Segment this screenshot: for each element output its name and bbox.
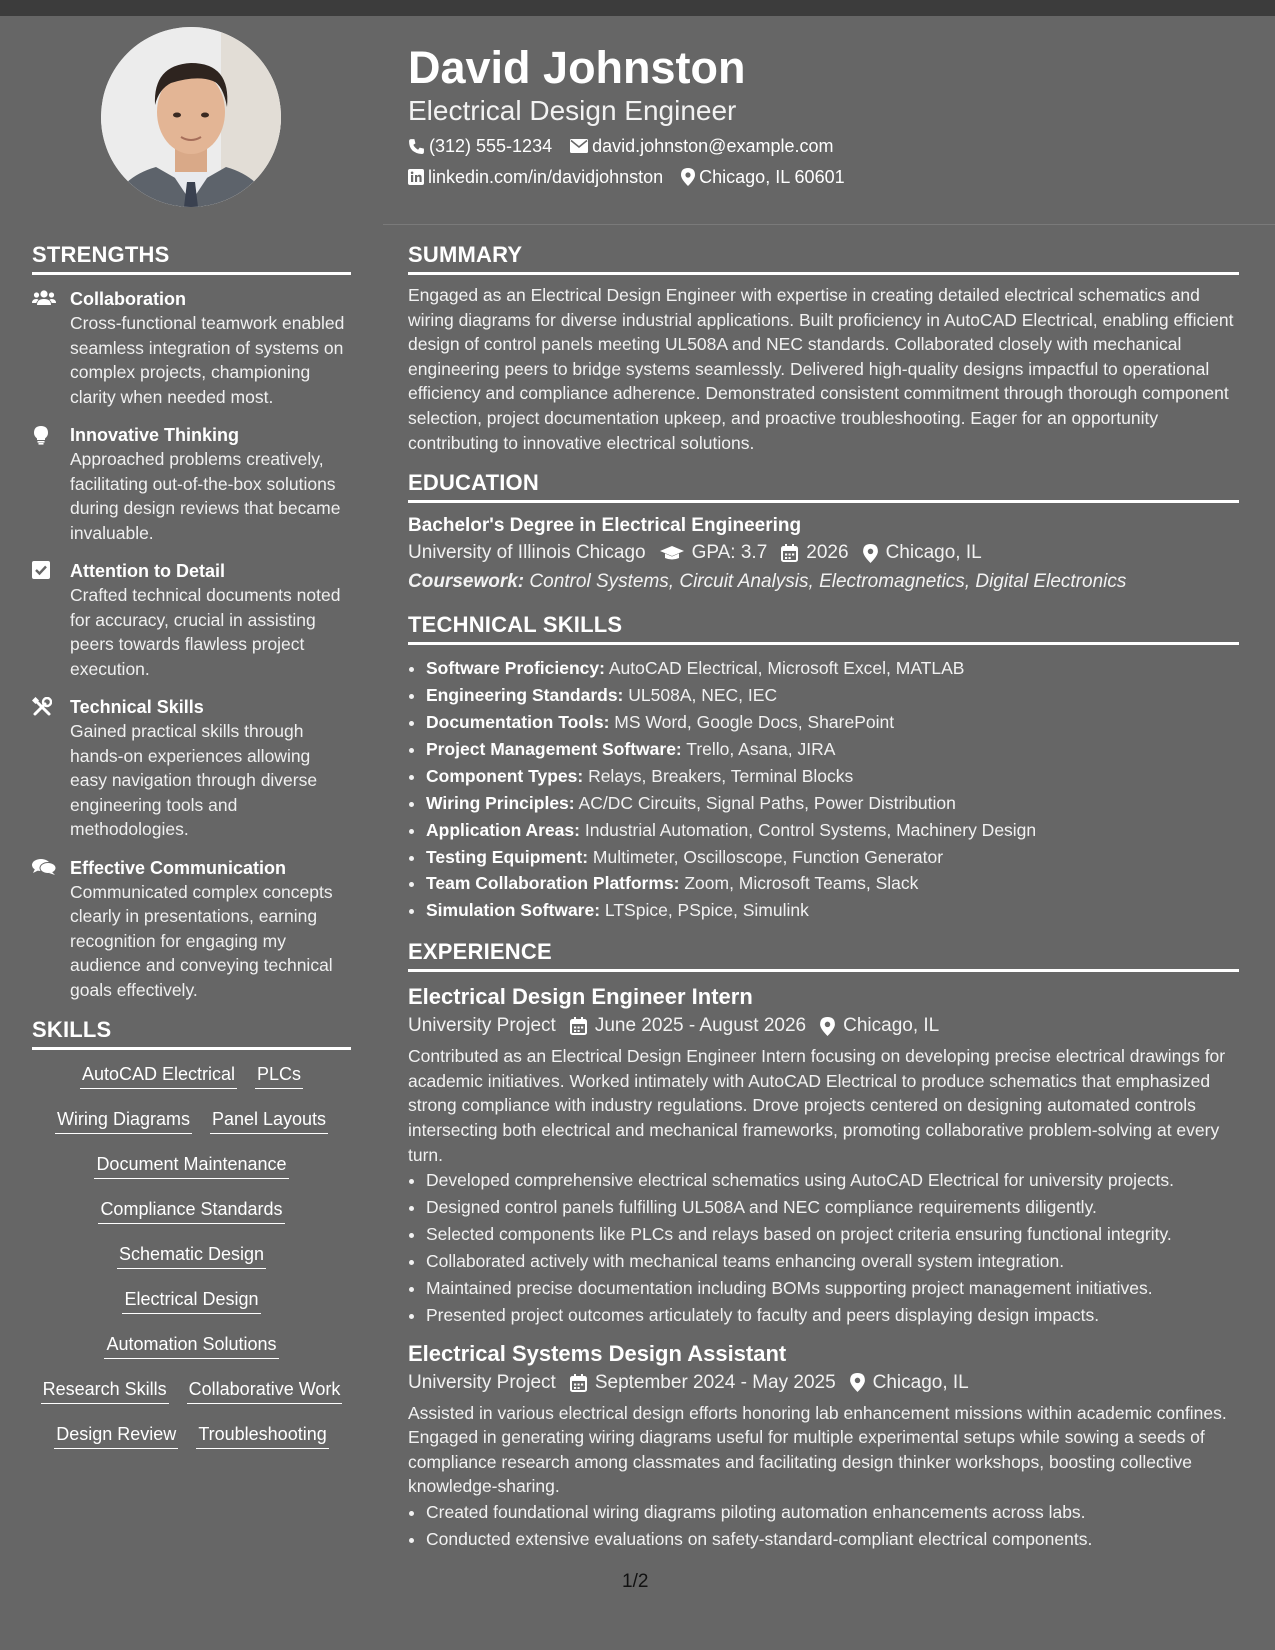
strength-item [32,423,351,545]
skill-tag: Design Review [54,1422,178,1449]
job-title: Electrical Design Engineer [408,95,737,126]
strength-item [32,695,351,842]
education-location: Chicago, IL [885,542,982,564]
phone-text: (312) 555-1234 [429,136,553,156]
job-bullets [408,1167,1239,1328]
job-meta [408,1012,1239,1040]
job-description: Contributed as an Electrical Design Engineer Intern focusing on developing precise electrical drawings for academic initiatives. Worked intimately with AutoCAD Electrical to produce schematics that emphasized strong compliance with industry regulations. Drove projects centered on designing automated controls intersecting both electrical and mechanical frameworks, promoting collaborative problem-solving at every turn. [408,1046,1226,1165]
map-pin-icon [850,1373,865,1392]
technical-skills-list [408,655,1239,924]
job-bullets [408,1499,1239,1553]
email-text: david.johnston@example.com [592,136,834,156]
technical-skills-rule [408,642,1239,645]
envelope-icon [570,139,588,153]
skill-tag: Automation Solutions [104,1332,278,1359]
job-org: University Project [408,1371,556,1393]
skill-tag: PLCs [255,1062,303,1089]
strength-title: Attention to Detail [70,561,225,581]
linkedin-icon [408,169,424,185]
email-contact[interactable] [570,134,833,158]
education-rule [408,500,1239,503]
calendar-icon [781,544,798,562]
map-pin-icon [681,168,695,186]
list-item: • Collaborated actively with mechanical teams enhancing overall system integration. [426,1248,1239,1275]
coursework-label: Coursework: [408,571,525,593]
list-item: • Designed control panels fulfilling UL508A and NEC compliance requirements diligently. [426,1194,1239,1221]
strength-item [32,856,351,1003]
list-item: • Project Management Software: Trello, Asana, JIRA [426,736,1239,763]
list-item: • Software Proficiency: AutoCAD Electrical, Microsoft Excel, MATLAB [426,655,1239,682]
degree-title: Bachelor's Degree in Electrical Engineering [408,515,802,537]
coursework [408,567,1239,597]
skill-tag: AutoCAD Electrical [80,1062,237,1089]
summary-rule [408,272,1239,275]
skill-tag: Electrical Design [122,1287,260,1314]
calendar-icon [570,1374,587,1392]
strengths-heading: STRENGTHS [32,242,170,267]
list-item: • Component Types: Relays, Breakers, Terminal Blocks [426,763,1239,790]
experience-heading: EXPERIENCE [408,939,552,965]
page-number: 1/2 [622,1571,649,1592]
list-item: • Presented project outcomes articulately to faculty and peers displaying design impacts. [426,1302,1239,1329]
phone-contact[interactable] [408,134,552,158]
list-item: • Application Areas: Industrial Automation, Control Systems, Machinery Design [426,817,1239,844]
graduation-year: 2026 [806,542,849,564]
education-meta [408,539,1239,567]
strengths-list [32,287,351,1002]
list-item: • Developed comprehensive electrical schematics using AutoCAD Electrical for university projects. [426,1167,1239,1194]
skill-tag: Schematic Design [117,1242,266,1269]
right-column [408,241,1239,1553]
strength-desc: Gained practical skills through hands-on experiences allowing easy navigation through diverse engineering tools and methodologies. [70,721,318,839]
experience-rule [408,969,1239,972]
contact-row-1 [408,134,852,158]
job-dates: June 2025 - August 2026 [594,1015,807,1037]
location-text: Chicago, IL 60601 [699,167,845,187]
list-item: • Conducted extensive evaluations on safety-standard-compliant electrical components. [426,1526,1239,1553]
header-divider [383,224,1275,225]
gpa-text: GPA: 3.7 [691,542,768,564]
strength-item [32,287,351,409]
location-contact [681,165,844,189]
skill-tag: Compliance Standards [98,1197,284,1224]
skill-tag: Troubleshooting [196,1422,328,1449]
list-item: • Maintained precise documentation including BOMs supporting project management initiatives. [426,1275,1239,1302]
list-item: • Simulation Software: LTSpice, PSpice, Simulink [426,897,1239,924]
skill-tag: Research Skills [41,1377,169,1404]
job-location: Chicago, IL [872,1371,969,1393]
strength-title: Innovative Thinking [70,425,240,445]
lightbulb-icon [32,425,50,445]
strength-desc: Cross-functional teamwork enabled seamless integration of systems on complex projects, championing clarity when needed most. [70,313,345,407]
skills-rule [32,1047,351,1050]
strength-desc: Communicated complex concepts clearly in presentations, earning recognition for engaging my audience and conveying technical goals effectively. [70,881,333,1000]
strength-item [32,559,351,681]
users-icon [32,289,56,307]
skill-tag: Wiring Diagrams [55,1107,192,1134]
profile-photo [101,27,281,207]
list-item: • Engineering Standards: UL508A, NEC, IEC [426,682,1239,709]
left-column [32,241,351,1467]
list-item: • Documentation Tools: MS Word, Google Docs, SharePoint [426,709,1239,736]
skills-heading: SKILLS [32,1017,112,1042]
tools-icon [32,697,52,717]
strength-title: Collaboration [70,289,186,309]
strength-desc: Crafted technical documents noted for accuracy, crucial in assisting peers towards flawless project execution. [70,585,341,679]
comments-icon [32,858,56,876]
summary-text: Engaged as an Electrical Design Engineer with expertise in creating detailed electrical schematics and wiring diagrams for diverse industrial applications. Built proficiency in AutoCAD Electrical, enabling efficient design of control panels meeting UL508A and NEC standards. Collaborated closely with mechanical engineering peers to bridge systems seamlessly. Delivered high-quality designs impactful to operational efficiency and compliance adherence. Demonstrated consistent commitment through thorough component selection, project documentation upkeep, and proactive troubleshooting. Eager for an opportunity contributing to innovative electrical solutions. [408,285,1234,453]
graduation-cap-icon [660,545,684,561]
list-item: • Wiring Principles: AC/DC Circuits, Signal Paths, Power Distribution [426,790,1239,817]
linkedin-contact[interactable] [408,165,663,189]
technical-skills-heading: TECHNICAL SKILLS [408,612,623,638]
skill-tag: Panel Layouts [210,1107,328,1134]
list-item: • Team Collaboration Platforms: Zoom, Microsoft Teams, Slack [426,870,1239,897]
strength-title: Effective Communication [70,857,287,878]
strengths-rule [32,272,351,275]
school-name: University of Illinois Chicago [408,542,646,564]
skill-tag: Collaborative Work [187,1377,343,1404]
list-item: • Testing Equipment: Multimeter, Oscilloscope, Function Generator [426,844,1239,871]
education-heading: EDUCATION [408,470,539,496]
skills-tags [32,1062,351,1467]
job-description: Assisted in various electrical design efforts honoring lab enhancement missions within academic confines. Engaged in generating wiring diagrams useful for multiple experimental setups while sowing a seeds of compliance research among classmates and facilitating design thinker workshops, boosting collective knowledge-sharing. [408,1402,1227,1497]
strength-title: Technical Skills [70,697,204,717]
contact-row-2 [408,165,863,189]
job-meta [408,1369,1239,1397]
job-org: University Project [408,1015,556,1037]
skill-tag: Document Maintenance [94,1152,288,1179]
top-bar [0,0,1275,16]
strength-desc: Approached problems creatively, facilitating out-of-the-box solutions during design reviews that became invaluable. [70,449,341,543]
coursework-list: Control Systems, Circuit Analysis, Electromagnetics, Digital Electronics [529,571,1127,593]
linkedin-text: linkedin.com/in/davidjohnston [428,167,664,187]
job-title: Electrical Systems Design Assistant [408,1340,787,1366]
map-pin-icon [863,544,878,563]
job-location: Chicago, IL [843,1015,940,1037]
summary-heading: SUMMARY [408,242,523,267]
candidate-name: David Johnston [408,42,746,93]
list-item: • Created foundational wiring diagrams piloting automation enhancements across labs. [426,1499,1239,1526]
list-item: • Selected components like PLCs and relays based on project criteria ensuring functional integrity. [426,1221,1239,1248]
map-pin-icon [820,1017,835,1036]
calendar-icon [570,1017,587,1035]
phone-icon [408,138,425,155]
job-title: Electrical Design Engineer Intern [408,984,753,1010]
job-dates: September 2024 - May 2025 [594,1371,836,1393]
checkbox-icon [32,561,50,579]
